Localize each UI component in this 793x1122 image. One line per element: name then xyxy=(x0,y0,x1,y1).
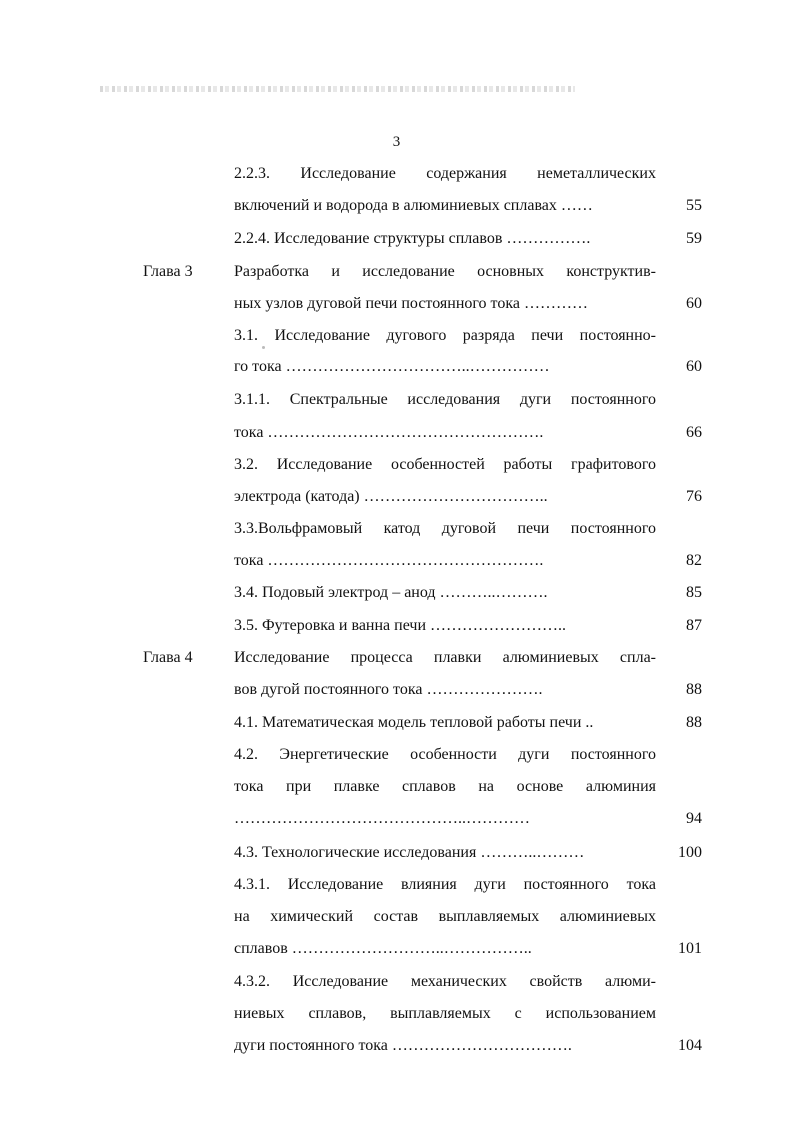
chapter-label: Глава 4 xyxy=(143,649,193,666)
toc-line: 4.3.2. Исследование механических свойств алюми- xyxy=(234,973,656,990)
toc-page-number: 82 xyxy=(686,552,702,569)
toc-page-number: 59 xyxy=(686,230,702,247)
toc-line: 3.4. Подовый электрод – анод ………..………. xyxy=(234,584,548,601)
toc-line: 4.1. Математическая модель тепловой работы печи .. xyxy=(234,714,594,731)
toc-page-number: 76 xyxy=(686,488,702,505)
toc-line: 3.5. Футеровка и ванна печи …………………….. xyxy=(234,617,567,634)
toc-line: сплавов ………………………..…………….. xyxy=(234,940,532,957)
toc-line: 4.2. Энергетические особенности дуги постоянного xyxy=(234,746,656,763)
toc-page-number: 66 xyxy=(686,424,702,441)
toc-page-number: 104 xyxy=(678,1037,702,1054)
toc-page-number: 100 xyxy=(678,844,702,861)
page-number: 3 xyxy=(392,134,401,150)
toc-page-number: 60 xyxy=(686,295,702,312)
toc-line: электрода (катода) …………………………….. xyxy=(234,488,548,505)
toc-line: на химический состав выплавляемых алюминиевых xyxy=(234,908,656,925)
toc-line: ниевых сплавов, выплавляемых с использованием xyxy=(234,1005,656,1022)
toc-page-number: 60 xyxy=(686,358,702,375)
toc-page-number: 87 xyxy=(686,617,702,634)
toc-page-number: 55 xyxy=(686,197,702,214)
toc-line: тока ……………………………………………. xyxy=(234,424,544,441)
toc-line: 3.1.1. Спектральные исследования дуги постоянного xyxy=(234,391,656,408)
toc-page-number: 88 xyxy=(686,681,702,698)
toc-page-number: 85 xyxy=(686,584,702,601)
toc-line: тока при плавке сплавов на основе алюминия xyxy=(234,778,656,795)
toc-line: ных узлов дуговой печи постоянного тока ………… xyxy=(234,295,588,312)
toc-page-number: 101 xyxy=(678,940,702,957)
toc-line: тока ……………………………………………. xyxy=(234,552,544,569)
toc-page-number: 88 xyxy=(686,714,702,731)
toc-line: 4.3. Технологические исследования ………..……… xyxy=(234,844,585,861)
toc-line: ……………………………………..………… xyxy=(234,810,530,827)
toc-line: Исследование процесса плавки алюминиевых спла- xyxy=(234,649,656,666)
toc-line: 3.1. Исследование дугового разряда печи постоянно- xyxy=(234,327,656,344)
toc-line: 3.3.Вольфрамовый катод дуговой печи постоянного xyxy=(234,520,656,537)
toc-line: 2.2.3. Исследование содержания неметаллических xyxy=(234,165,656,182)
toc-line: Разработка и исследование основных конструктив- xyxy=(234,263,656,280)
scan-artifact-dot xyxy=(262,346,265,349)
toc-page-number: 94 xyxy=(686,810,702,827)
toc-line: го тока ……………………………..…………… xyxy=(234,358,550,375)
toc-line: 4.3.1. Исследование влияния дуги постоянного тока xyxy=(234,876,656,893)
scan-artifact-strip xyxy=(100,86,575,92)
toc-line: 2.2.4. Исследование структуры сплавов ……………. xyxy=(234,230,591,247)
chapter-label: Глава 3 xyxy=(143,263,193,280)
toc-line: вов дугой постоянного тока …………………. xyxy=(234,681,543,698)
toc-line: 3.2. Исследование особенностей работы графитового xyxy=(234,456,656,473)
toc-line: включений и водорода в алюминиевых сплавах …… xyxy=(234,197,593,214)
toc-line: дуги постоянного тока ……………………………. xyxy=(234,1037,572,1054)
